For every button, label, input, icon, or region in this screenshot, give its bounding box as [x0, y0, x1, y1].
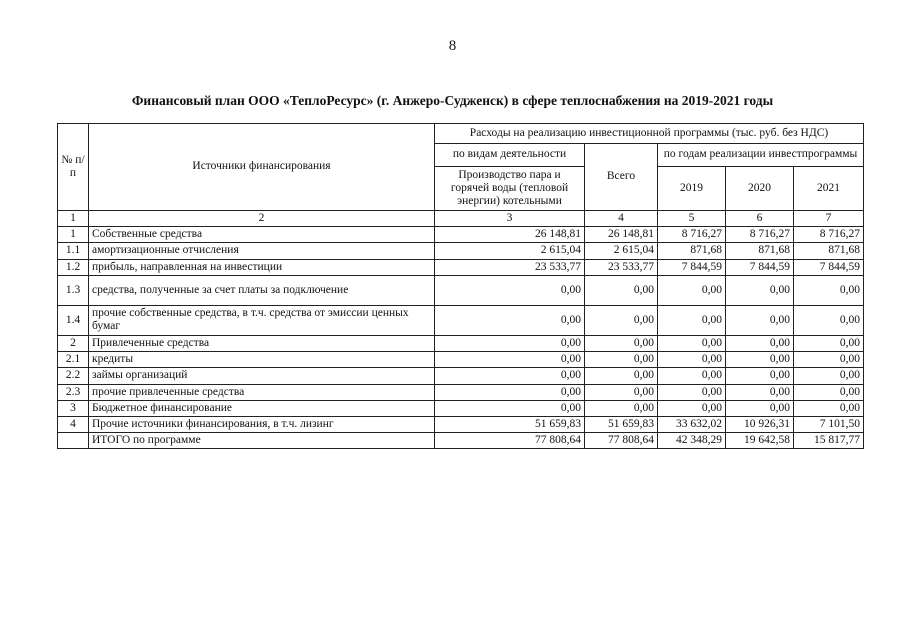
row-2020-value: 871,68	[726, 243, 794, 259]
page-number: 8	[448, 38, 457, 54]
row-2019-value: 871,68	[658, 243, 726, 259]
row-source-name: ИТОГО по программе	[89, 433, 435, 449]
row-2019-value: 0,00	[658, 275, 726, 305]
table-row	[58, 384, 864, 400]
row-production-value: 23 533,77	[435, 259, 585, 275]
row-total-value: 0,00	[585, 335, 658, 351]
row-production-value: 0,00	[435, 384, 585, 400]
row-source-name: кредиты	[89, 352, 435, 368]
row-number: 2.3	[58, 384, 89, 400]
header-by-activity: по видам деятельности	[435, 144, 585, 167]
row-production-value: 0,00	[435, 352, 585, 368]
header-total: Всего	[585, 144, 658, 211]
row-source-name: прибыль, направленная на инвестиции	[89, 259, 435, 275]
header-sources: Источники финансирования	[89, 124, 435, 211]
header-num: № п/п	[58, 124, 89, 211]
row-2020-value: 0,00	[726, 352, 794, 368]
column-number: 4	[585, 211, 658, 227]
row-2019-value: 33 632,02	[658, 416, 726, 432]
row-2019-value: 7 844,59	[658, 259, 726, 275]
column-number: 2	[89, 211, 435, 227]
row-2020-value: 19 642,58	[726, 433, 794, 449]
row-source-name: прочие собственные средства, в т.ч. средства от эмиссии ценных бумаг	[89, 305, 435, 335]
table-row	[58, 335, 864, 351]
row-source-name: Бюджетное финансирование	[89, 400, 435, 416]
row-2019-value: 0,00	[658, 368, 726, 384]
row-source-name: Прочие источники финансирования, в т.ч. лизинг	[89, 416, 435, 432]
row-production-value: 51 659,83	[435, 416, 585, 432]
row-2021-value: 871,68	[794, 243, 864, 259]
table-row	[58, 352, 864, 368]
row-2021-value: 7 844,59	[794, 259, 864, 275]
row-2019-value: 0,00	[658, 384, 726, 400]
document-title: Финансовый план ООО «ТеплоРесурс» (г. Анжеро-Судженск) в сфере теплоснабжения на 2019-2021 годы	[131, 93, 774, 108]
header-by-years: по годам реализации инвестпрограммы	[658, 144, 864, 167]
header-production: Производство пара и горячей воды (тепловой энергии) котельными	[435, 167, 585, 211]
row-2020-value: 0,00	[726, 400, 794, 416]
row-total-value: 0,00	[585, 352, 658, 368]
row-2019-value: 8 716,27	[658, 227, 726, 243]
column-number: 6	[726, 211, 794, 227]
row-2020-value: 7 844,59	[726, 259, 794, 275]
row-2021-value: 0,00	[794, 305, 864, 335]
row-production-value: 26 148,81	[435, 227, 585, 243]
row-source-name: Собственные средства	[89, 227, 435, 243]
table-row	[58, 227, 864, 243]
financial-plan-table	[57, 123, 864, 449]
row-2020-value: 0,00	[726, 384, 794, 400]
row-2020-value: 10 926,31	[726, 416, 794, 432]
row-2021-value: 0,00	[794, 275, 864, 305]
row-total-value: 0,00	[585, 305, 658, 335]
row-2021-value: 0,00	[794, 352, 864, 368]
row-2020-value: 0,00	[726, 335, 794, 351]
row-2020-value: 8 716,27	[726, 227, 794, 243]
table-row	[58, 243, 864, 259]
row-total-value: 0,00	[585, 368, 658, 384]
row-2019-value: 0,00	[658, 305, 726, 335]
row-2019-value: 42 348,29	[658, 433, 726, 449]
table-row	[58, 433, 864, 449]
row-total-value: 77 808,64	[585, 433, 658, 449]
row-number	[58, 433, 89, 449]
row-production-value: 0,00	[435, 400, 585, 416]
row-number: 1.4	[58, 305, 89, 335]
row-production-value: 0,00	[435, 368, 585, 384]
row-2020-value: 0,00	[726, 275, 794, 305]
table-row	[58, 416, 864, 432]
row-production-value: 2 615,04	[435, 243, 585, 259]
row-total-value: 26 148,81	[585, 227, 658, 243]
row-total-value: 0,00	[585, 384, 658, 400]
row-2020-value: 0,00	[726, 305, 794, 335]
row-source-name: займы организаций	[89, 368, 435, 384]
row-number: 2	[58, 335, 89, 351]
row-2019-value: 0,00	[658, 400, 726, 416]
header-expenses: Расходы на реализацию инвестиционной программы (тыс. руб. без НДС)	[435, 124, 864, 144]
row-production-value: 0,00	[435, 305, 585, 335]
row-2021-value: 0,00	[794, 400, 864, 416]
table-row	[58, 259, 864, 275]
row-number: 1.3	[58, 275, 89, 305]
column-number-row	[58, 211, 864, 227]
row-source-name: прочие привлеченные средства	[89, 384, 435, 400]
column-number: 5	[658, 211, 726, 227]
row-2021-value: 15 817,77	[794, 433, 864, 449]
row-total-value: 0,00	[585, 400, 658, 416]
row-production-value: 0,00	[435, 335, 585, 351]
table-row	[58, 275, 864, 305]
row-source-name: амортизационные отчисления	[89, 243, 435, 259]
column-number: 1	[58, 211, 89, 227]
column-number: 7	[794, 211, 864, 227]
row-number: 1.2	[58, 259, 89, 275]
table-row	[58, 400, 864, 416]
row-total-value: 2 615,04	[585, 243, 658, 259]
table-row	[58, 368, 864, 384]
header-year-2021: 2021	[794, 167, 864, 211]
row-number: 4	[58, 416, 89, 432]
row-source-name: средства, полученные за счет платы за подключение	[89, 275, 435, 305]
row-2021-value: 0,00	[794, 368, 864, 384]
row-total-value: 0,00	[585, 275, 658, 305]
row-number: 3	[58, 400, 89, 416]
row-number: 2.1	[58, 352, 89, 368]
header-year-2019: 2019	[658, 167, 726, 211]
row-2021-value: 7 101,50	[794, 416, 864, 432]
row-total-value: 23 533,77	[585, 259, 658, 275]
row-number: 1.1	[58, 243, 89, 259]
row-2019-value: 0,00	[658, 335, 726, 351]
row-2020-value: 0,00	[726, 368, 794, 384]
row-2021-value: 8 716,27	[794, 227, 864, 243]
row-number: 1	[58, 227, 89, 243]
table-row	[58, 305, 864, 335]
row-production-value: 0,00	[435, 275, 585, 305]
row-2019-value: 0,00	[658, 352, 726, 368]
column-number: 3	[435, 211, 585, 227]
row-number: 2.2	[58, 368, 89, 384]
row-source-name: Привлеченные средства	[89, 335, 435, 351]
row-2021-value: 0,00	[794, 335, 864, 351]
header-year-2020: 2020	[726, 167, 794, 211]
row-production-value: 77 808,64	[435, 433, 585, 449]
row-2021-value: 0,00	[794, 384, 864, 400]
row-total-value: 51 659,83	[585, 416, 658, 432]
